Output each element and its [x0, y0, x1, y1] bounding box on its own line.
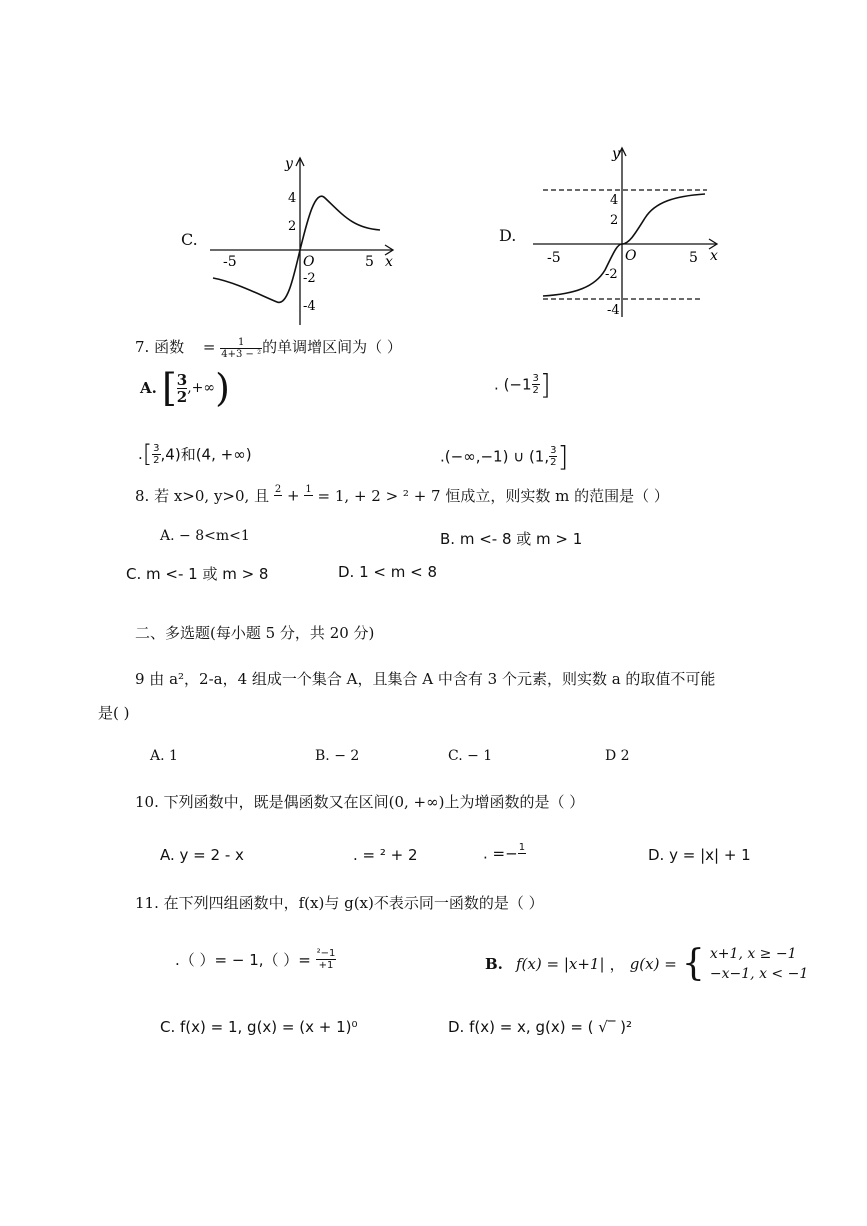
q7-c-label: .	[138, 445, 143, 463]
q11-option-a[interactable]	[175, 948, 336, 971]
q10-c-text: . =−	[483, 844, 518, 863]
graph-d-label: D.	[499, 226, 517, 245]
q11-a-den: +1	[318, 960, 334, 971]
q11-option-c[interactable]: C. f(x) = 1, g(x) = (x + 1)⁰	[160, 1018, 358, 1036]
tick-x-neg5: -5	[547, 250, 561, 266]
q8-option-c[interactable]: C. m <- 1 或 m > 8	[126, 565, 269, 583]
q7-a-paren-close: )	[215, 366, 230, 410]
origin-label: O	[625, 248, 637, 264]
q8-option-b[interactable]: B. m <- 8 或 m > 1	[440, 530, 583, 548]
q9-line-1: 9 由 a²，2-a，4 组成一个集合 A，且集合 A 中含有 3 个元素，则实数 a 的取值不可能	[135, 670, 716, 688]
q8-f2-num: 1	[305, 484, 312, 495]
q7-a-den: 2	[176, 387, 188, 406]
q9-option-d[interactable]: D 2	[605, 748, 630, 764]
q8-stem: 8. 若 x>0, y>0, 且 2 + 1 = 1, + 2 > ² + 7 恒成立，则实数 m 的范围是（ ）	[135, 484, 669, 505]
q10-option-b[interactable]: . = ² + 2	[353, 846, 418, 864]
tick-y-neg2: -2	[605, 267, 618, 282]
q7-d-num: 3	[550, 445, 557, 456]
origin-label: O	[303, 254, 315, 270]
tick-y-4: 4	[288, 191, 297, 206]
graph-c-label: C.	[181, 230, 198, 249]
q7-option-a[interactable]	[140, 366, 230, 410]
q11-b-brace: {	[681, 943, 705, 984]
curve-c	[213, 196, 380, 302]
q11-stem: 11. 在下列四组函数中，f(x)与 g(x)不表示同一函数的是（ ）	[135, 894, 544, 912]
q9-line-2: 是( )	[98, 704, 130, 722]
q7-b-frac	[532, 373, 540, 396]
q7-option-c[interactable]	[138, 440, 252, 468]
q7-frac-num: 1	[220, 337, 262, 349]
q11-option-d[interactable]: D. f(x) = x, g(x) = ( √‾ )²	[448, 1018, 632, 1036]
tick-x-5: 5	[689, 250, 698, 266]
q7-a-bracket-open: [	[161, 366, 177, 410]
q11-b-sep: ，	[609, 955, 625, 974]
q10-c-frac	[518, 842, 526, 865]
tick-y-neg4: -4	[607, 303, 620, 318]
q8-f1-num: 2	[274, 484, 282, 495]
q8-option-d[interactable]: D. 1 < m < 8	[338, 563, 437, 581]
q7-a-rest: ,+∞	[187, 380, 216, 396]
q8-f1-den	[274, 496, 282, 507]
q7-stem	[135, 336, 402, 360]
q10-option-a[interactable]: A. y = 2 - x	[160, 846, 244, 864]
q7-fraction	[220, 337, 262, 360]
q7-c-rest: ,4)和(4, +∞)	[160, 445, 252, 464]
q8-frac-2	[304, 484, 312, 507]
q7-d-label: .	[440, 447, 445, 466]
q11-a-frac	[316, 948, 337, 971]
q7-d-close: ]	[557, 440, 569, 473]
q7-b-text: (−1	[503, 375, 532, 394]
q7-suffix: 的单调增区间为（ ）	[262, 338, 402, 356]
q7-b-den: 2	[532, 385, 539, 396]
tick-y-2: 2	[288, 219, 297, 234]
tick-x-5: 5	[365, 254, 374, 270]
graph-c-plot	[175, 150, 405, 330]
q11-b-case-2: −x−1, x < −1	[709, 966, 809, 982]
q7-prefix: 7. 函数	[135, 338, 185, 356]
q7-d-den: 2	[550, 457, 557, 468]
q11-a-text: .（ ）= − 1,（ ）=	[175, 951, 311, 969]
q9-option-a[interactable]: A. 1	[150, 748, 178, 764]
q10-option-c[interactable]	[483, 842, 526, 865]
q7-a-label: A.	[140, 379, 157, 397]
axis-x-label: x	[710, 248, 718, 264]
q7-eq: =	[202, 338, 216, 356]
tick-y-2: 2	[610, 213, 619, 228]
q7-a-frac	[177, 372, 187, 405]
q8-frac-1	[274, 484, 282, 507]
q7-c-den: 2	[153, 454, 160, 466]
q7-option-b[interactable]	[494, 368, 551, 401]
curve-d	[543, 194, 705, 296]
tick-y-4: 4	[610, 193, 619, 208]
graph-d	[495, 142, 735, 322]
tick-y-neg2: -2	[303, 271, 316, 286]
axis-x-label: x	[385, 254, 393, 270]
q9-option-c[interactable]: C. − 1	[448, 748, 493, 764]
q7-a-num: 3	[176, 370, 188, 389]
q7-c-open: [	[142, 440, 153, 468]
q11-a-num: ²−1	[316, 948, 336, 959]
q10-c-den	[518, 854, 526, 865]
q11-b-g: g(x) =	[629, 955, 677, 973]
q8-prefix: 8. 若 x>0, y>0, 且	[135, 487, 270, 505]
q11-b-label: B.	[485, 955, 503, 973]
q11-b-cases	[710, 944, 808, 984]
q11-b-f: f(x) = |x+1|	[516, 955, 605, 973]
q8-option-a[interactable]: A. − 8<m<1	[160, 528, 250, 544]
q10-option-d[interactable]: D. y = |x| + 1	[648, 846, 751, 864]
q9-option-b[interactable]: B. − 2	[315, 748, 360, 764]
graph-c	[175, 150, 405, 330]
q7-b-close: ]	[539, 368, 551, 401]
section-2-title: 二、多选题(每小题 5 分，共 20 分)	[135, 624, 375, 642]
q10-stem: 10. 下列函数中，既是偶函数又在区间(0, +∞)上为增函数的是（ ）	[135, 793, 585, 811]
q11-b-case-1: x+1, x ≥ −1	[709, 946, 797, 962]
tick-x-neg5: -5	[223, 254, 237, 270]
q7-b-label: .	[494, 375, 499, 394]
graph-d-plot	[495, 142, 735, 322]
tick-y-neg4: -4	[303, 299, 316, 314]
q7-c-num: 3	[153, 442, 160, 454]
q7-frac-den: 4+3 − ²	[221, 348, 262, 360]
axis-y-label: y	[612, 146, 620, 162]
q11-option-b[interactable]	[485, 944, 808, 984]
q8-mid: = 1, + 2 > ² + 7 恒成立，则实数 m 的范围是（ ）	[317, 487, 669, 505]
q7-option-d[interactable]	[440, 440, 568, 473]
q7-c-frac	[152, 443, 160, 466]
axis-y-label: y	[285, 156, 293, 172]
q10-c-num: 1	[518, 842, 526, 853]
q8-f2-den	[304, 496, 312, 507]
q7-b-num: 3	[532, 373, 539, 384]
q7-d-text: (−∞,−1) ∪ (1,	[444, 447, 550, 466]
